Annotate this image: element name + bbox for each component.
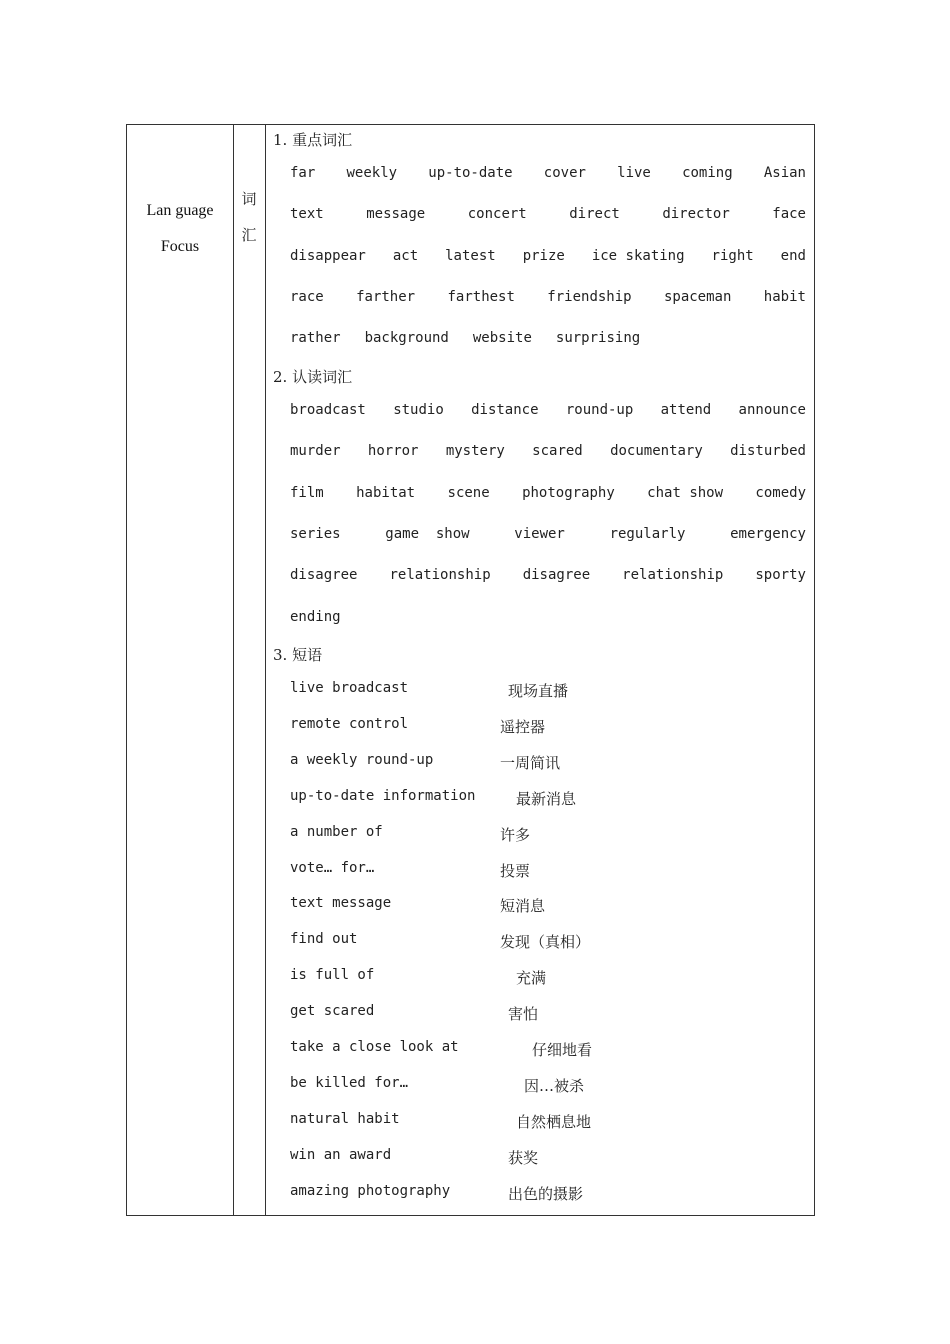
phrase-chinese: 获奖 xyxy=(508,1148,539,1167)
phrase-row xyxy=(290,1039,593,1059)
vocab-word: farther xyxy=(356,288,416,305)
vocab-word: distance xyxy=(471,402,539,418)
word-row xyxy=(290,485,806,501)
phrase-english: amazing photography xyxy=(290,1182,451,1199)
phrase-row xyxy=(290,1110,592,1131)
phrase-english: win an award xyxy=(290,1146,392,1163)
vocab-word: friendship xyxy=(547,288,632,305)
vocab-word: ending xyxy=(290,608,341,625)
vocab-word: coming xyxy=(682,165,733,181)
vocab-word: attend xyxy=(660,402,712,418)
vocab-word: game show xyxy=(385,525,470,542)
phrase-english: a number of xyxy=(290,823,383,840)
phrase-row xyxy=(290,1146,539,1167)
word-row xyxy=(290,289,806,305)
vocab-word: director xyxy=(662,206,730,223)
phrase-english: take a close look at xyxy=(290,1039,459,1055)
vocab-word: emergency xyxy=(730,525,806,542)
vocab-word: latest xyxy=(445,247,496,264)
phrase-chinese: 现场直播 xyxy=(508,682,569,700)
vocab-word: disappear xyxy=(290,247,366,264)
phrase-row xyxy=(290,859,531,880)
vocab-word: face xyxy=(772,206,806,223)
vocab-word: broadcast xyxy=(290,402,366,418)
label-line: Focus xyxy=(160,238,200,255)
column-divider xyxy=(265,125,266,1215)
word-row xyxy=(290,567,806,583)
vocab-word: live xyxy=(617,165,651,181)
vocab-word: ice skating xyxy=(591,247,685,264)
phrase-chinese: 遥控器 xyxy=(500,717,546,736)
vocab-word: end xyxy=(780,247,806,264)
phrase-row xyxy=(290,680,569,700)
phrase-row xyxy=(290,751,561,772)
vocab-word: announce xyxy=(738,402,806,418)
phrase-chinese: 许多 xyxy=(500,825,531,844)
word-row xyxy=(290,165,806,181)
vocabulary-category-label xyxy=(233,181,265,253)
vocab-word: scared xyxy=(532,443,583,460)
phrase-chinese: 发现（真相） xyxy=(500,933,591,952)
vocab-word: disagree xyxy=(522,567,591,584)
vocab-word: regularly xyxy=(609,525,686,542)
vocab-word: message xyxy=(366,206,426,223)
vocab-word: weekly xyxy=(346,165,398,181)
vocab-word: surprising xyxy=(555,330,641,347)
phrase-row xyxy=(290,967,547,988)
phrase-row xyxy=(290,787,577,808)
label-char: 汇 xyxy=(241,226,257,244)
vocab-word: website xyxy=(472,330,532,347)
vocab-word: disturbed xyxy=(730,443,806,460)
phrase-english: remote control xyxy=(290,715,409,732)
phrase-english: is full of xyxy=(290,967,375,984)
vocab-word: comedy xyxy=(755,484,806,501)
phrase-row xyxy=(290,715,546,736)
phrase-chinese: 充满 xyxy=(516,969,547,988)
phrase-chinese: 一周简讯 xyxy=(500,753,561,772)
section-heading-reading-words: 2. 认读词汇 xyxy=(273,368,353,386)
vocab-word: round-up xyxy=(565,402,634,418)
phrase-english: natural habit xyxy=(290,1110,400,1127)
vocab-word: disagree xyxy=(290,567,358,584)
section-heading-key-words: 1. 重点词汇 xyxy=(273,131,353,149)
vocab-word: murder xyxy=(290,443,341,460)
phrase-english: find out xyxy=(290,931,358,948)
phrase-row xyxy=(290,1182,584,1203)
word-row xyxy=(290,248,806,264)
vocab-word: viewer xyxy=(514,525,565,542)
vocab-word: up-to-date xyxy=(428,165,513,181)
vocab-word: act xyxy=(392,247,419,264)
vocab-word: relationship xyxy=(622,567,724,584)
phrase-chinese: 自然栖息地 xyxy=(516,1112,592,1131)
vocab-word: prize xyxy=(522,247,565,264)
vocab-word: horror xyxy=(367,443,419,460)
vocab-word: sporty xyxy=(755,567,806,584)
phrase-row xyxy=(290,1003,539,1024)
vocab-word: concert xyxy=(467,206,527,223)
phrase-chinese: 最新消息 xyxy=(516,789,577,808)
vocab-word: Asian xyxy=(763,165,806,181)
language-focus-label xyxy=(127,193,233,265)
vocab-word: cover xyxy=(543,165,586,181)
vocab-word: documentary xyxy=(610,443,703,460)
phrase-english: up-to-date information xyxy=(290,787,476,804)
phrase-chinese: 因…被杀 xyxy=(524,1076,585,1095)
label-char: 词 xyxy=(241,190,257,208)
vocab-word: far xyxy=(290,165,316,181)
vocab-word: rather xyxy=(290,330,341,347)
vocab-word: text xyxy=(290,206,324,223)
column-divider xyxy=(233,125,234,1215)
vocab-word: race xyxy=(290,288,324,305)
phrase-english: live broadcast xyxy=(290,680,409,696)
vocab-word: habit xyxy=(763,288,806,305)
vocab-word: right xyxy=(711,247,754,264)
vocab-word: relationship xyxy=(389,567,491,584)
word-row xyxy=(290,206,806,222)
phrase-row xyxy=(290,931,591,952)
word-row xyxy=(290,330,806,346)
vocab-word: studio xyxy=(393,402,444,418)
phrase-row xyxy=(290,823,531,844)
vocab-word: scene xyxy=(447,484,490,501)
vocab-word: chat show xyxy=(647,484,724,501)
phrase-chinese: 出色的摄影 xyxy=(508,1184,584,1203)
word-row xyxy=(290,526,806,542)
vocab-word: direct xyxy=(569,206,620,223)
phrase-english: a weekly round-up xyxy=(290,751,434,768)
vocab-word: series xyxy=(290,525,341,542)
phrase-chinese: 害怕 xyxy=(508,1005,539,1024)
vocab-word: farthest xyxy=(447,288,515,305)
vocab-word: film xyxy=(290,484,324,501)
word-row xyxy=(290,443,806,459)
vocab-word: background xyxy=(364,330,449,347)
phrase-row xyxy=(290,1074,585,1095)
phrase-english: be killed for… xyxy=(290,1074,409,1091)
phrase-english: vote… for… xyxy=(290,859,375,876)
phrase-english: get scared xyxy=(290,1003,375,1020)
vocab-word: habitat xyxy=(356,484,416,501)
phrase-chinese: 投票 xyxy=(500,861,531,880)
phrase-chinese: 仔细地看 xyxy=(532,1041,593,1059)
label-line: Lan guage xyxy=(146,202,214,219)
vocab-word: spaceman xyxy=(663,288,732,305)
phrase-english: text message xyxy=(290,895,392,912)
word-row xyxy=(290,402,806,418)
phrase-chinese: 短消息 xyxy=(500,897,546,916)
vocab-word: photography xyxy=(522,484,615,501)
phrase-row xyxy=(290,895,546,916)
section-heading-phrases: 3. 短语 xyxy=(273,646,323,664)
vocab-word: mystery xyxy=(445,443,505,460)
word-row xyxy=(290,609,806,625)
vocabulary-table xyxy=(126,124,815,1216)
